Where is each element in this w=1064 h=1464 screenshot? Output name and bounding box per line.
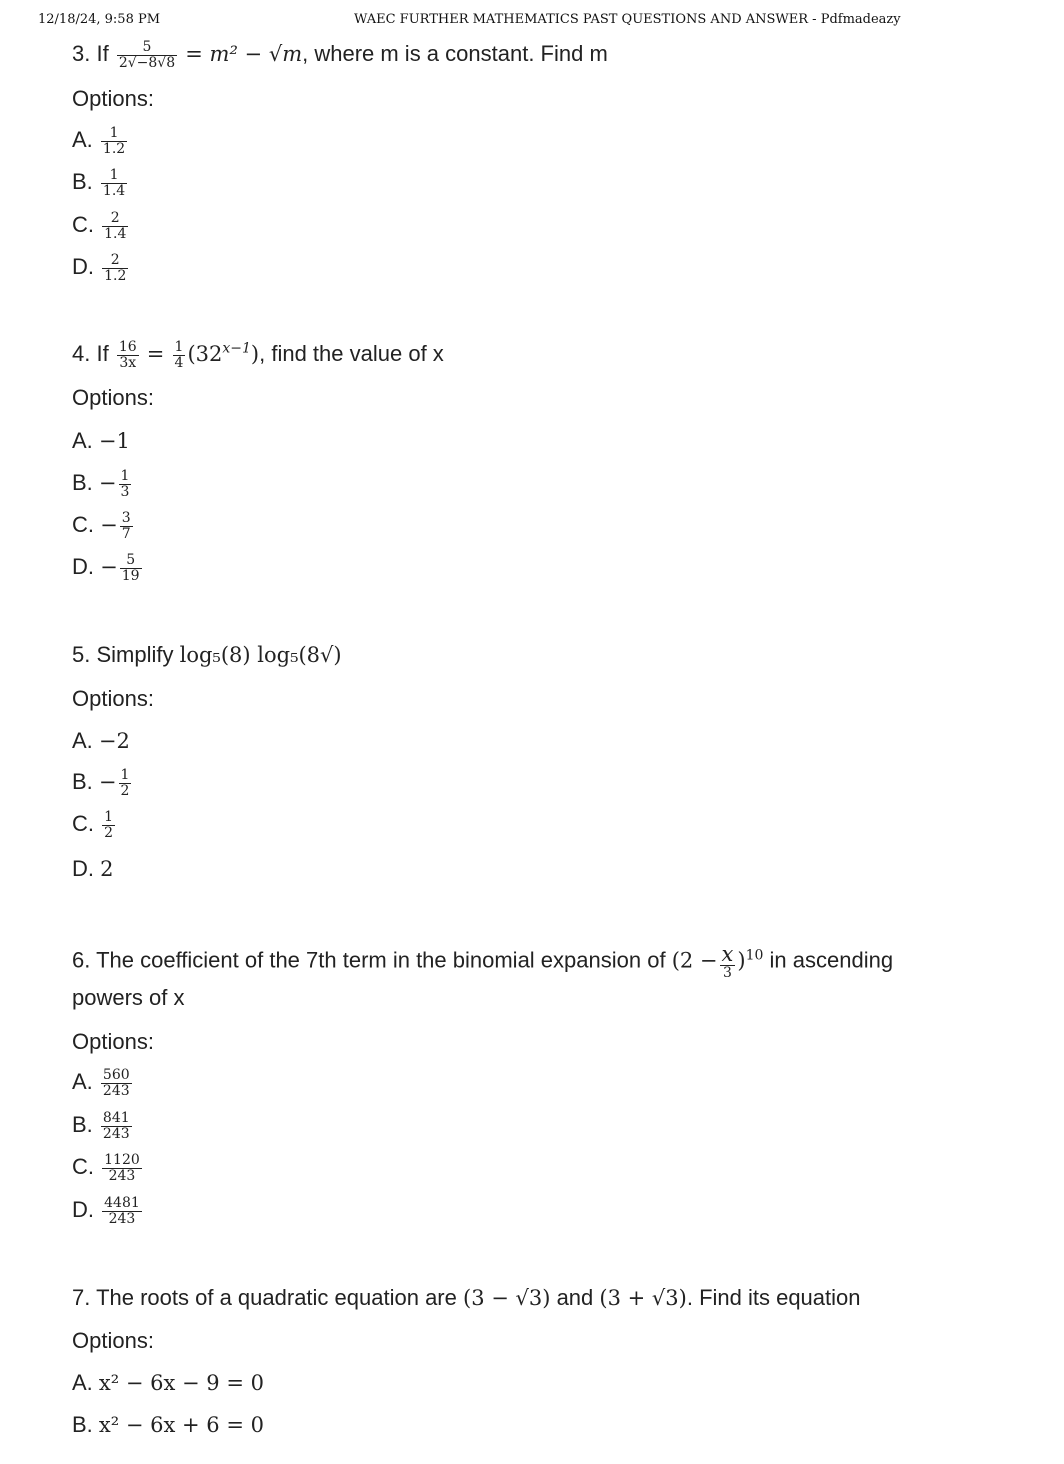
exponent: 10 bbox=[745, 947, 764, 964]
exponent: x−1 bbox=[222, 340, 251, 357]
math-expression: (3 + √3) bbox=[599, 1286, 687, 1310]
question-7-stem: 7. The roots of a quadratic equation are (3 − √3) and (3 + √3). Find its equation bbox=[72, 1285, 861, 1310]
option-a[interactable]: A. −1 bbox=[72, 428, 130, 453]
option-b[interactable]: B. $\frac{841}{243}$ bbox=[72, 1110, 130, 1142]
math-expression: log₅(8) log₅(8√) bbox=[179, 643, 342, 667]
question-prefix: Simplify bbox=[96, 642, 174, 667]
option-c[interactable]: C. $\frac{2}{1.4}$ bbox=[72, 210, 127, 242]
option-d[interactable]: D. 2 bbox=[72, 856, 114, 881]
question-number: 6. bbox=[72, 947, 91, 973]
option-b[interactable]: B. x² − 6x + 6 = 0 bbox=[72, 1412, 264, 1437]
question-6-stem: 6. The coefficient of the 7th term in the binomial expansion of (2 − $\frac{x}{3}$ )$^{10}$ in ascending bbox=[72, 942, 894, 982]
question-prefix: If bbox=[96, 341, 109, 366]
question-4-stem: 4. If $\frac{16}{3x}$ = $\frac{1}{4}$ $(32^{x-1})$, find the value of x bbox=[72, 339, 444, 371]
fraction: $\frac{x}{3}$ bbox=[721, 942, 734, 982]
fraction: $\frac{1}{4}$ bbox=[174, 339, 184, 371]
option-a[interactable]: A. $\frac{1}{1.2}$ bbox=[72, 125, 126, 157]
option-a[interactable]: A. $\frac{560}{243}$ bbox=[72, 1067, 130, 1099]
option-a[interactable]: A. x² − 6x − 9 = 0 bbox=[72, 1370, 264, 1395]
page-header-title: WAEC FURTHER MATHEMATICS PAST QUESTIONS AND ANSWER - Pdfmadeazy bbox=[354, 12, 901, 27]
option-b[interactable]: B. $\frac{1}{1.4}$ bbox=[72, 167, 126, 199]
option-a[interactable]: A. −2 bbox=[72, 728, 130, 753]
question-6-stem-line2: powers of x bbox=[72, 985, 185, 1010]
question-5-stem bbox=[72, 644, 342, 666]
question-number: 5. bbox=[72, 642, 91, 667]
question-number: 4. bbox=[72, 341, 91, 366]
math-expression: (32 bbox=[187, 342, 223, 366]
question-text: The coefficient of the 7th term in the binomial expansion of bbox=[96, 947, 666, 973]
question-prefix: If bbox=[96, 41, 109, 66]
math-expression: = m² − √m bbox=[185, 42, 303, 66]
options-label: Options: bbox=[72, 1029, 154, 1054]
fraction: $\frac{5}{2√-8√8}$ bbox=[118, 39, 176, 71]
option-b[interactable]: B. − $\frac{1}{3}$ bbox=[72, 468, 130, 500]
fraction: $\frac{16}{3x}$ bbox=[118, 339, 137, 371]
math-expression: (3 − √3) bbox=[463, 1286, 551, 1310]
question-suffix: , where m is a constant. Find m bbox=[302, 41, 608, 66]
option-c[interactable]: C. − $\frac{3}{7}$ bbox=[72, 510, 131, 542]
print-datetime: 12/18/24, 9:58 PM bbox=[38, 12, 161, 27]
option-c[interactable]: C. $\frac{1}{2}$ bbox=[72, 809, 114, 841]
option-d[interactable]: D. $\frac{4481}{243}$ bbox=[72, 1195, 140, 1227]
question-number: 3. bbox=[72, 41, 91, 66]
question-text: in ascending bbox=[769, 947, 894, 973]
option-d[interactable]: D. − $\frac{5}{19}$ bbox=[72, 552, 140, 584]
options-label: Options: bbox=[72, 1328, 154, 1353]
question-text: . Find its equation bbox=[686, 1285, 861, 1310]
question-3-stem bbox=[72, 40, 608, 70]
option-b[interactable]: B. − $\frac{1}{2}$ bbox=[72, 767, 130, 799]
question-suffix: , find the value of x bbox=[259, 341, 444, 366]
options-label: Options: bbox=[72, 86, 154, 111]
option-d[interactable]: D. $\frac{2}{1.2}$ bbox=[72, 252, 127, 284]
question-text: The roots of a quadratic equation are bbox=[96, 1285, 457, 1310]
options-label: Options: bbox=[72, 385, 154, 410]
question-number: 7. bbox=[72, 1285, 91, 1310]
option-c[interactable]: C. $\frac{1120}{243}$ bbox=[72, 1152, 140, 1184]
options-label: Options: bbox=[72, 686, 154, 711]
